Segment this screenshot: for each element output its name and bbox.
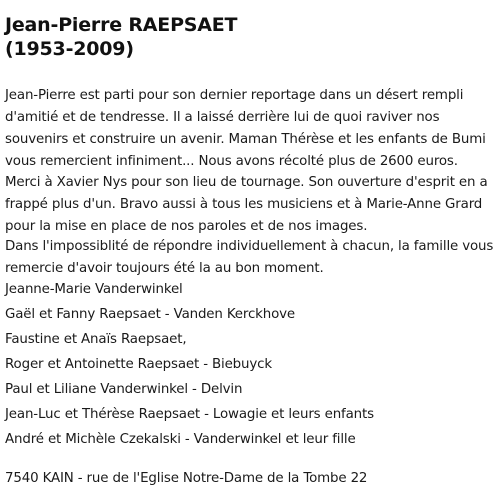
thanks-paragraph-3: Dans l'impossiblité de répondre individuellement à chacun, la famille vous remercie d'avoir toujours été la au bon moment. — [5, 239, 494, 276]
thanks-paragraph-2: Merci à Xavier Nys pour son lieu de tournage. Son ouverture d'esprit en a frappé plus d'un. Bravo aussi à tous les musiciens et à Marie-Anne Grard pour la mise en place de nos paroles et de nos images. — [5, 175, 488, 234]
signer-line: Gaël et Fanny Raepsaet - Vanden Kerckhove — [5, 307, 296, 322]
signer-line: André et Michèle Czekalski - Vanderwinkel et leur fille — [5, 432, 356, 447]
signer-line: Jean-Luc et Thérèse Raepsaet - Lowagie et leurs enfants — [5, 407, 374, 422]
signer-line: Paul et Liliane Vanderwinkel - Delvin — [5, 382, 243, 397]
family-address: 7540 KAIN - rue de l'Eglise Notre-Dame de la Tombe 22 — [5, 471, 368, 486]
deceased-name: Jean-Pierre RAEPSAET — [5, 14, 238, 36]
signer-line: Faustine et Anaïs Raepsaet, — [5, 332, 187, 347]
deceased-dates: (1953-2009) — [5, 38, 134, 60]
signer-line: Roger et Antoinette Raepsaet - Biebuyck — [5, 357, 272, 372]
thanks-paragraph-1: Jean-Pierre est parti pour son dernier reportage dans un désert rempli d'amitié et de tendresse. Il a laissé derrière lui de quoi raviver nos souvenirs et construire un avenir. Maman Thérèse et les enfants de Bumi vous remercient infiniment... Nous avons récolté plus de 2600 euros. — [5, 88, 486, 169]
signer-line: Jeanne-Marie Vanderwinkel — [5, 282, 183, 297]
